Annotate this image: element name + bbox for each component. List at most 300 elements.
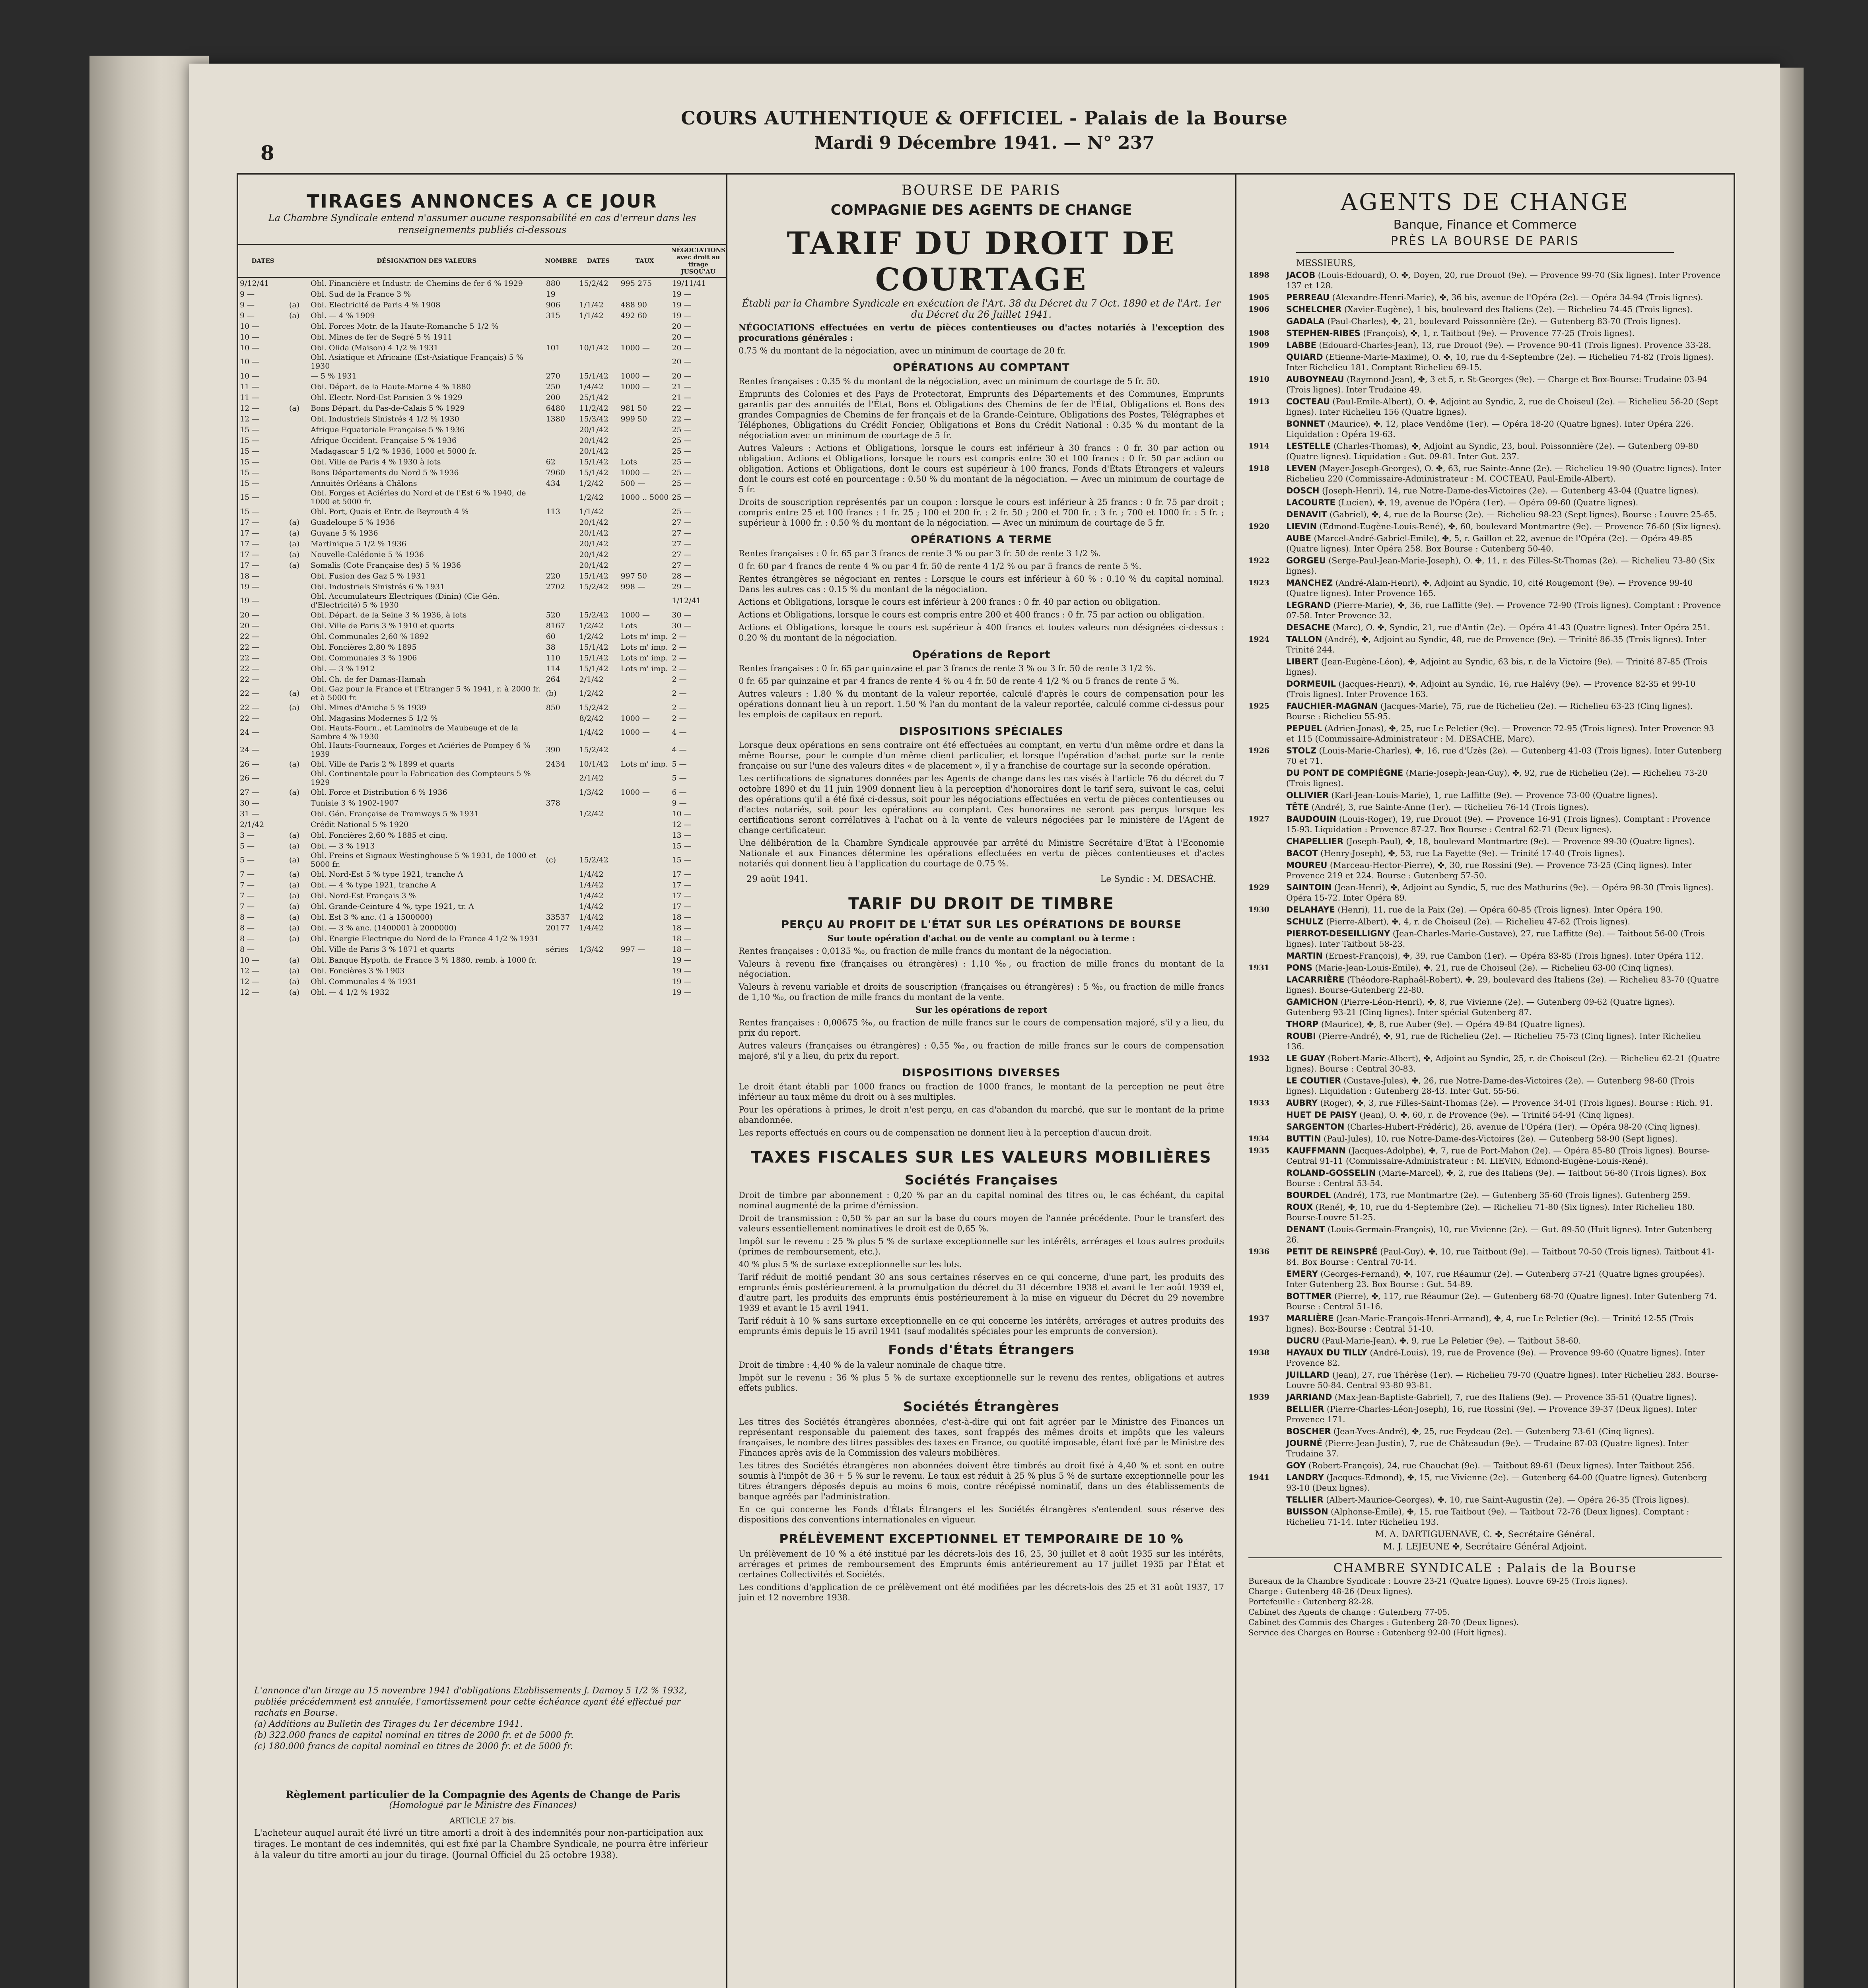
- agent-year: [1248, 848, 1286, 858]
- row-jusqu: 25 —: [672, 436, 692, 445]
- row-taux: 981 50: [620, 404, 647, 413]
- row-jusqu: 25 —: [672, 425, 692, 434]
- reglement-text: L'acheteur auquel aurait été livré un titre amorti a droit à des indemnités pour non-participation aux tirages. Le montant de ces indemnités, qui est fixé par la Chambre Syndicale, ne pourra être inférieur à la valeur du titre amorti au jour du tirage. (Journal Officiel du 25 octobre 1938).: [254, 1828, 709, 1860]
- row-date: 19 —: [240, 596, 260, 605]
- row-date: 17 —: [240, 550, 260, 559]
- row-nombre: [544, 901, 578, 912]
- row-taux: [619, 517, 671, 528]
- row-taux: [619, 560, 671, 571]
- row-date: 11 —: [240, 393, 260, 402]
- row-jusqu: 5 —: [672, 774, 687, 782]
- row-designation: Obl. Magasins Modernes 5 1/2 %: [311, 714, 438, 723]
- fonds-item: Droit de timbre : 4,40 % de la valeur nominale de chaque titre.: [739, 1360, 1006, 1370]
- row-taux: [619, 702, 671, 713]
- table-row: [238, 944, 726, 955]
- note: (c) 180.000 francs de capital nominal en titres de 2000 fr. et de 5000 fr.: [254, 1741, 573, 1751]
- table-row: [238, 642, 726, 652]
- agent-text: [1286, 509, 1717, 520]
- table-row: [238, 446, 726, 456]
- row-taux: [619, 528, 671, 538]
- row-designation: Obl. Communales 3 % 1906: [311, 653, 417, 662]
- agent-year: [1248, 1110, 1286, 1120]
- agent-text: [1286, 463, 1722, 484]
- row-remb-date: [578, 965, 619, 976]
- row-remb-date: [578, 798, 619, 808]
- row-remb-date: 1/4/42: [579, 923, 604, 932]
- agent-year: 1938: [1248, 1348, 1269, 1357]
- row-jusqu: 1/12/41: [672, 596, 701, 605]
- chambre-line: Portefeuille : Gutenberg 82-28.: [1248, 1597, 1374, 1606]
- row-taux: [619, 549, 671, 560]
- row-nombre: [544, 869, 578, 879]
- agent-name: ROLAND-GOSSELIN: [1286, 1168, 1376, 1178]
- table-row: [238, 851, 726, 869]
- row-designation: Obl. Hauts-Fourneaux, Forges et Aciéries de Pompey 6 % 1939: [311, 741, 531, 759]
- agent-name: GADALA: [1286, 316, 1325, 326]
- agent-name: FAUCHIER-MAGNAN: [1286, 701, 1378, 711]
- agent-year: 1910: [1248, 375, 1269, 384]
- agent-name: PETIT DE REINSPRÉ: [1286, 1247, 1378, 1256]
- table-row: [238, 955, 726, 965]
- row-designation: Obl. — 3 % 1912: [311, 664, 375, 673]
- row-nombre: 8167: [546, 621, 565, 630]
- row-designation: Obl. Hauts-Fourn., et Laminoirs de Maubeuge et de la Sambre 4 % 1930: [311, 724, 518, 741]
- agent-year: [1248, 497, 1286, 508]
- agent-entry: [1248, 768, 1722, 788]
- agent-details: (Ernest-François), ✤, 39, rue Cambon (1er). — Opéra 83-85 (Trois lignes). Inter Opéra 112.: [1325, 951, 1704, 961]
- agent-name: CHAPELLIER: [1286, 837, 1344, 846]
- row-note: [288, 446, 309, 456]
- row-taux: [619, 289, 671, 299]
- table-row: [238, 830, 726, 841]
- agent-name: LIEVIN: [1286, 522, 1317, 531]
- row-designation: Obl. Forges et Aciéries du Nord et de l'Est 6 % 1940, de 1000 et 5000 fr.: [311, 489, 526, 506]
- row-taux: Lots: [620, 621, 637, 630]
- row-jusqu: 19 —: [672, 300, 692, 309]
- row-designation: Obl. Accumulateurs Electriques (Dinin) (Cie Gén. d'Electricité) 5 % 1930: [311, 592, 500, 610]
- table-row: [238, 571, 726, 581]
- column-tirages: [238, 175, 727, 1988]
- table-row: [238, 620, 726, 631]
- disp-item: Les certifications de signatures données par les Agents de change dans les cas visés à l'article 76 du décret du 7 octobre 1890 et du 11 juin 1909 donnent lieu à la perception d'honoraires dont le tarif sera, suivant le cas, celui des opérations qu'il a été fixé ci-dessus, soit pour les négociations effectuées en vertu de pièces contentieuses ou d'actes notariés, soit pour les opérations au comptant. Ces honoraires ne seront pas perçus lorsque les certifications seront corrélatives à l'achat ou à la vente de valeurs négociées par le ministère de l'Agent de change certificateur.: [739, 774, 1224, 835]
- agent-entry: [1248, 396, 1722, 417]
- row-taux: 500 —: [620, 479, 645, 488]
- row-date: 26 —: [240, 759, 260, 769]
- row-nombre: 850: [546, 703, 560, 712]
- agent-details: (Jean-Henri), ✤, Adjoint au Syndic, 5, rue des Mathurins (9e). — Opéra 98-30 (Trois lignes). Opéra 15-72. Inter Opéra 89.: [1286, 883, 1714, 903]
- table-row: [238, 381, 726, 392]
- row-note: [288, 278, 309, 289]
- row-designation: — 5 % 1931: [311, 371, 357, 381]
- row-nombre: 520: [546, 610, 560, 619]
- fonds-item: Impôt sur le revenu : 36 % plus 5 % de surtaxe exceptionnelle sur le revenu des rentes, obligations et autres effets publics.: [739, 1373, 1224, 1393]
- row-jusqu: 25 —: [672, 468, 692, 477]
- table-row: [238, 702, 726, 713]
- agent-year: [1248, 951, 1286, 961]
- agent-year: [1248, 928, 1286, 949]
- agent-year: [1248, 1224, 1286, 1245]
- agent-details: (Jacques-Henri), ✤, Adjoint au Syndic, 16, rue Halévy (9e). — Provence 82-35 et 99-10 (Trois lignes). Inter Provence 163.: [1286, 679, 1696, 699]
- table-row: [238, 456, 726, 467]
- negociations-text: 0.75 % du montant de la négociation, avec un minimum de courtage de 20 fr.: [739, 346, 1066, 355]
- agent-text: [1286, 485, 1699, 496]
- agent-entry: [1248, 441, 1722, 462]
- agent-name: DU PONT DE COMPIÈGNE: [1286, 768, 1403, 778]
- row-remb-date: 20/1/42: [579, 518, 608, 527]
- agent-name: BUISSON: [1286, 1507, 1328, 1516]
- courtage-title: TARIF DU DROIT DE COURTAGE: [787, 225, 1176, 298]
- agent-year: 1929: [1248, 883, 1269, 892]
- row-nombre: [544, 353, 578, 371]
- agent-entry: [1248, 1098, 1722, 1108]
- agent-name: GAMICHON: [1286, 997, 1338, 1007]
- row-taux: [619, 674, 671, 685]
- row-remb-date: 2/1/42: [579, 774, 604, 782]
- row-date: 7 —: [240, 870, 255, 879]
- table-row: [238, 922, 726, 933]
- row-remb-date: 10/1/42: [579, 759, 608, 769]
- agent-details: (Théodore-Raphaël-Robert), ✤, 29, boulevard des Italiens (2e). — Richelieu 83-70 (Quatre lignes). Bourse-Gutenberg 22-80.: [1286, 975, 1719, 995]
- agent-year: [1248, 790, 1286, 800]
- row-nombre: [544, 435, 578, 446]
- row-remb-date: 1/2/42: [579, 493, 604, 502]
- row-jusqu: 27 —: [672, 528, 692, 538]
- agent-details: (Pierre-Jean-Justin), 7, rue de Châteaudun (9e). — Trudaine 87-03 (Quatre lignes). Inter Trudaine 37.: [1286, 1439, 1689, 1458]
- row-designation: Obl. Nord-Est 5 % type 1921, tranche A: [311, 870, 463, 879]
- note: (b) 322.000 francs de capital nominal en titres de 2000 fr. et de 5000 fr.: [254, 1730, 574, 1740]
- row-designation: Obl. Mines de fer de Segré 5 % 1911: [311, 332, 453, 342]
- tirages-body: [238, 278, 726, 998]
- row-nombre: [544, 955, 578, 965]
- table-row: [238, 592, 726, 610]
- agent-entry: [1248, 848, 1722, 858]
- agent-entry: [1248, 1145, 1722, 1166]
- agent-year: 1937: [1248, 1314, 1269, 1323]
- agent-name: DELAHAYE: [1286, 905, 1335, 914]
- reglement-section: [254, 1789, 711, 1861]
- row-remb-date: 20/1/42: [579, 561, 608, 570]
- row-nombre: 880: [546, 279, 560, 288]
- row-designation: Obl. Gaz pour la France et l'Etranger 5 % 1941, r. à 2000 fr. et à 5000 fr.: [311, 685, 541, 702]
- row-nombre: 60: [546, 632, 556, 641]
- terme-item: Actions et Obligations, lorsque le cours est inférieur à 200 francs : 0 fr. 40 par action ou obligation.: [739, 597, 1160, 607]
- agent-year: [1248, 419, 1286, 439]
- chambre-title: CHAMBRE SYNDICALE : Palais de la Bourse: [1248, 1557, 1722, 1575]
- row-jusqu: 25 —: [672, 493, 692, 502]
- agent-details: (René), ✤, 10, rue du 4-Septembre (2e). — Richelieu 71-80 (Six lignes). Inter Richelieu 180. Bourse-Louvre 51-25.: [1286, 1202, 1695, 1222]
- row-note: [288, 581, 309, 592]
- reglement-title: Règlement particulier de la Compagnie des Agents de Change de Paris: [285, 1789, 680, 1800]
- row-taux: [619, 538, 671, 549]
- row-note: [288, 769, 309, 787]
- row-jusqu: 25 —: [672, 447, 692, 456]
- row-date: 10 —: [240, 955, 260, 965]
- row-date: 7 —: [240, 880, 255, 889]
- prelevement-item: Un prélèvement de 10 % a été institué par les décrets-lois des 16, 25, 30 juillet et 8 août 1935 sur les intérêts, arrérages et primes de remboursement des Emprunts émis antérieurement au 17 juillet 1935 par l'État et certaines Collectivités et Sociétés.: [739, 1549, 1224, 1579]
- row-date: 27 —: [240, 788, 260, 797]
- row-taux: [619, 879, 671, 890]
- agent-name: LACOURTE: [1286, 498, 1335, 507]
- row-date: 24 —: [240, 728, 260, 737]
- row-date: 2/1/42: [240, 820, 264, 829]
- agent-text: [1286, 316, 1681, 326]
- row-date: 22 —: [240, 689, 260, 698]
- row-jusqu: 2 —: [672, 714, 687, 723]
- row-jusqu: 19 —: [672, 955, 692, 965]
- table-row: [238, 631, 726, 642]
- row-nombre: 101: [546, 343, 560, 352]
- row-designation: Obl. Grande-Ceinture 4 %, type 1921, tr. A: [311, 902, 474, 911]
- row-remb-date: 1/3/42: [579, 945, 604, 954]
- agent-text: [1286, 814, 1722, 835]
- row-date: 8 —: [240, 934, 255, 943]
- agent-text: [1286, 1438, 1722, 1459]
- agent-text: [1286, 634, 1722, 655]
- row-note: (a): [289, 550, 300, 559]
- row-jusqu: 19/11/41: [672, 279, 706, 288]
- agent-entry: [1248, 1313, 1722, 1334]
- row-note: [288, 506, 309, 517]
- agent-name: PONS: [1286, 963, 1312, 973]
- agent-details: (Pierre), ✤, 117, rue Réaumur (2e). — Gutenberg 68-70 (Quatre lignes). Inter Gutenberg 74. Bourse : Central 51-16.: [1286, 1291, 1717, 1311]
- agent-details: (Albert-Maurice-Georges), ✤, 10, rue Saint-Augustin (2e). — Opéra 26-35 (Trois lignes).: [1326, 1495, 1689, 1505]
- row-nombre: 315: [546, 311, 560, 320]
- row-date: 26 —: [240, 774, 260, 782]
- row-date: 15 —: [240, 457, 260, 466]
- tirages-table: [238, 244, 726, 998]
- row-remb-date: 15/1/42: [579, 468, 608, 477]
- agent-details: (Gustave-Jules), ✤, 26, rue Notre-Dame-des-Victoires (2e). — Gutenberg 98-60 (Trois lignes). Liquidation : Gutenberg 28-43. Inter Gut. 55-56.: [1286, 1076, 1695, 1096]
- row-designation: Obl. Communales 2,60 % 1892: [311, 632, 429, 641]
- agent-text: [1286, 396, 1722, 417]
- row-remb-date: 20/1/42: [579, 528, 608, 538]
- table-row: [238, 310, 726, 321]
- etr-item: Les titres des Sociétés étrangères abonnées, c'est-à-dire qui ont fait agréer par le Ministre des Finances un représentant responsable du paiement des taxes, sont frappés des mêmes droits et impôts que les valeurs françaises, le nombre des titres passibles des taxes en France, ou quotité imposable, étant fixé par le Ministre des Finances après avis de la Commission des valeurs mobilières.: [739, 1417, 1224, 1458]
- prelevement-item: Les conditions d'application de ce prélèvement ont été modifiées par les décrets-lois des 25 et 31 août 1937, 17 juin et 12 novembre 1938.: [739, 1582, 1224, 1602]
- row-jusqu: 17 —: [672, 902, 692, 911]
- table-row: [238, 392, 726, 403]
- agent-text: [1286, 1291, 1722, 1312]
- row-jusqu: 22 —: [672, 414, 692, 423]
- agent-text: [1286, 1076, 1722, 1096]
- note: L'annonce d'un tirage au 15 novembre 1941 d'obligations Etablissements J. Damoy 5 1/2 % 1932, publiée précédemment est annulée, l'amortissement pour cette échéance ayant été effectué par rachats en Bourse.: [254, 1686, 687, 1718]
- row-taux: [619, 435, 671, 446]
- agent-text: [1286, 951, 1703, 961]
- row-taux: [619, 808, 671, 819]
- row-taux: 1000 .. 5000: [620, 493, 669, 502]
- agent-entry: [1248, 340, 1722, 350]
- agent-entry: [1248, 1269, 1722, 1289]
- agent-name: BELLIER: [1286, 1404, 1324, 1414]
- agent-details: (Alphonse-Émile), ✤, 15, rue Taitbout (9e). — Taitbout 72-76 (Deux lignes). Comptant : Richelieu 71-14. Inter Richelieu 193.: [1286, 1507, 1689, 1527]
- row-taux: [619, 965, 671, 976]
- agent-text: [1286, 340, 1711, 350]
- agent-details: (Louis-Germain-François), 10, rue Vivienne (2e). — Gut. 89-50 (Huit lignes). Inter Gutenberg 26.: [1286, 1225, 1712, 1244]
- reglement-article: ARTICLE 27 bis.: [449, 1816, 516, 1825]
- row-taux: [619, 851, 671, 869]
- agent-text: [1286, 790, 1658, 800]
- agent-text: [1286, 1190, 1690, 1200]
- row-jusqu: 18 —: [672, 923, 692, 932]
- agent-entry: [1248, 1370, 1722, 1390]
- row-designation: Obl. Est 3 % anc. (1 à 1500000): [311, 912, 433, 922]
- agent-entry: [1248, 916, 1722, 927]
- row-nombre: [544, 890, 578, 901]
- row-taux: [619, 321, 671, 332]
- agent-text: [1286, 1053, 1722, 1074]
- agent-entry: [1248, 485, 1722, 496]
- agent-details: (Pierre-Marie), ✤, 36, rue Laffitte (9e). — Provence 72-90 (Trois lignes). Comptant : Provence 07-58. Inter Provence 32.: [1286, 600, 1721, 620]
- row-date: 10 —: [240, 343, 260, 352]
- agent-year: [1248, 997, 1286, 1017]
- comptant-list: [739, 376, 1224, 528]
- agent-year: 1923: [1248, 579, 1269, 587]
- tirages-title: TIRAGES ANNONCES A CE JOUR: [307, 190, 658, 212]
- row-taux: 999 50: [620, 414, 647, 423]
- agent-details: (Jacques-Marie), 75, rue de Richelieu (2e). — Richelieu 63-23 (Cinq lignes). Bourse : Richelieu 55-95.: [1286, 701, 1693, 721]
- agent-year: [1248, 509, 1286, 520]
- agent-details: (Marie-Joseph-Jean-Guy), ✤, 92, rue de Richelieu (2e). — Richelieu 73-20 (Trois lignes).: [1286, 768, 1708, 788]
- agent-details: (Jean-Eugène-Léon), ✤, Adjoint au Syndic, 63 bis, r. de la Victoire (9e). — Trinité 87-85 (Trois lignes).: [1286, 657, 1707, 677]
- agent-entry: [1248, 463, 1722, 484]
- agent-entry: [1248, 882, 1722, 903]
- row-designation: Obl. Communales 4 % 1931: [311, 977, 417, 986]
- agent-text: [1286, 997, 1722, 1017]
- agent-text: [1286, 328, 1635, 338]
- agent-text: [1286, 1098, 1713, 1108]
- row-nombre: [544, 830, 578, 841]
- row-taux: [619, 912, 671, 922]
- agent-name: SARGENTON: [1286, 1122, 1345, 1132]
- row-remb-date: [578, 819, 619, 830]
- row-remb-date: 15/1/42: [579, 653, 608, 662]
- agent-entry: [1248, 1392, 1722, 1402]
- agent-entry: [1248, 1438, 1722, 1459]
- agent-text: [1286, 1145, 1722, 1166]
- row-date: 20 —: [240, 621, 260, 630]
- agent-entry: [1248, 1472, 1722, 1493]
- row-date: 9 —: [240, 311, 255, 320]
- agent-name: PEPUEL: [1286, 724, 1322, 733]
- agent-year: 1909: [1248, 341, 1269, 349]
- row-taux: [619, 769, 671, 787]
- agent-text: [1286, 1246, 1722, 1267]
- agent-entry: [1248, 790, 1722, 800]
- row-remb-date: 1/1/42: [579, 300, 604, 309]
- agent-entry: [1248, 533, 1722, 554]
- row-nombre: [544, 538, 578, 549]
- fonds-head: Fonds d'États Étrangers: [888, 1342, 1075, 1357]
- agent-entry: [1248, 1404, 1722, 1425]
- row-jusqu: 15 —: [672, 856, 692, 864]
- row-remb-date: 15/2/42: [579, 610, 608, 619]
- agent-name: QUIARD: [1286, 352, 1323, 362]
- row-jusqu: 12 —: [672, 820, 692, 829]
- row-note: [288, 489, 309, 506]
- agent-details: (Pierre-André), ✤, 91, rue de Richelieu (2e). — Richelieu 75-73 (Cinq lignes). Inter Richelieu 136.: [1286, 1031, 1701, 1051]
- agent-details: (Charles-Hubert-Frédéric), 26, avenue de l'Opéra (1er). — Opéra 98-20 (Cinq lignes).: [1347, 1122, 1701, 1132]
- timbre-report-item: Autres valeurs (françaises ou étrangères) : 0,55 ‰, ou fraction de mille francs sur le cours de compensation majoré, s'il y a lieu, du prix du report.: [739, 1041, 1224, 1061]
- row-taux: [619, 506, 671, 517]
- agent-details: (Paul-Charles), ✤, 21, boulevard Poissonnière (2e). — Gutenberg 83-70 (Trois lignes).: [1327, 316, 1681, 326]
- negociations-head: NÉGOCIATIONS effectuées en vertu de pièces contentieuses ou d'actes notariés à l'exception des procurations générales :: [739, 322, 1224, 343]
- row-remb-date: 1/2/42: [579, 632, 604, 641]
- row-nombre: [544, 976, 578, 987]
- table-row: [238, 332, 726, 342]
- agent-details: (Karl-Jean-Louis-Marie), 1, rue Laffitte (9e). — Provence 73-00 (Quatre lignes).: [1331, 790, 1658, 800]
- row-note: [288, 741, 309, 759]
- row-nombre: [544, 592, 578, 610]
- row-note: [288, 289, 309, 299]
- agent-entry: [1248, 860, 1722, 881]
- agent-details: (Raymond-Jean), ✤, 3 et 5, r. St-Georges (9e). — Charge et Box-Bourse: Trudaine 03-94 (Trois lignes). Inter Trudaine 49.: [1286, 375, 1708, 394]
- agent-details: (Jacques-Edmond), ✤, 15, rue Vivienne (2e). — Gutenberg 64-00 (Quatre lignes). Gutenberg 93-10 (Deux lignes).: [1286, 1473, 1707, 1493]
- row-taux: [619, 798, 671, 808]
- agent-details: (Louis-Edouard), O. ✤, Doyen, 20, rue Drouot (9e). — Provence 99-70 (Six lignes). Inter Provence 137 et 128.: [1286, 270, 1721, 290]
- agent-entry: [1248, 701, 1722, 722]
- row-date: 7 —: [240, 891, 255, 900]
- agent-text: [1286, 1370, 1722, 1390]
- row-remb-date: [578, 933, 619, 944]
- row-note: (a): [289, 856, 300, 864]
- row-jusqu: 18 —: [672, 945, 692, 954]
- agent-text: [1286, 352, 1722, 373]
- agent-details: (Paul-Guy), ✤, 10, rue Taitbout (9e). — Taitbout 70-50 (Trois lignes). Taitbout 41-84. Box Bourse : Central 70-14.: [1286, 1247, 1714, 1267]
- agent-details: (Henry-Joseph), ✤, 53, rue La Fayette (9e). — Trinité 17-40 (Trois lignes).: [1320, 848, 1625, 858]
- row-taux: Lots m' imp.: [620, 643, 668, 652]
- agent-entry: [1248, 270, 1722, 291]
- agent-text: [1286, 963, 1674, 973]
- agent-text: [1286, 836, 1695, 846]
- compagnie-title: COMPAGNIE DES AGENTS DE CHANGE: [830, 202, 1132, 218]
- taxes-fr-item: Droit de transmission : 0,50 % par an sur la base du cours moyen de l'année précédente. Pour le transfert des valeurs essentiellement nominatives le droit est de 0,65 %.: [739, 1213, 1224, 1233]
- row-taux: [619, 424, 671, 435]
- agent-text: [1286, 802, 1589, 812]
- agent-details: (Robert-Marie-Albert), ✤, Adjoint au Syndic, 25, r. de Choiseul (2e). — Richelieu 62-21 (Quatre lignes). Bourse : Central 30-83.: [1286, 1054, 1720, 1074]
- row-nombre: 20177: [546, 923, 570, 932]
- row-jusqu: 19 —: [672, 311, 692, 320]
- row-date: 30 —: [240, 798, 260, 808]
- row-taux: 1000 —: [620, 610, 650, 619]
- row-taux: [619, 741, 671, 759]
- comptant-item: Rentes françaises : 0.35 % du montant de la négociation, avec un minimum de courtage de 5 fr. 50.: [739, 377, 1160, 386]
- row-remb-date: 1/4/42: [579, 891, 604, 900]
- row-nombre: (b): [546, 689, 557, 698]
- agent-text: [1286, 533, 1722, 554]
- row-note: (a): [289, 977, 300, 986]
- row-designation: Obl. Electricité de Paris 4 % 1908: [311, 300, 441, 309]
- row-remb-date: 1/4/42: [579, 912, 604, 922]
- row-remb-date: 15/1/42: [579, 664, 608, 673]
- row-nombre: 19: [546, 289, 556, 299]
- agent-details: (Serge-Paul-Jean-Marie-Joseph), O. ✤, 11, r. des Filles-St-Thomas (2e). — Richelieu 73-80 (Six lignes).: [1286, 556, 1715, 576]
- agent-name: BOURDEL: [1286, 1190, 1331, 1200]
- row-taux: 998 —: [620, 582, 645, 591]
- agent-details: (Max-Jean-Baptiste-Gabriel), 7, rue des Italiens (9e). — Provence 35-51 (Quatre lignes).: [1335, 1392, 1697, 1402]
- row-nombre: 62: [546, 457, 556, 466]
- table-row: [238, 489, 726, 506]
- row-note: (a): [289, 518, 300, 527]
- row-note: (a): [289, 539, 300, 548]
- table-row: [238, 652, 726, 663]
- row-nombre: [544, 332, 578, 342]
- agent-entry: [1248, 521, 1722, 532]
- row-note: [288, 342, 309, 353]
- agent-entry: [1248, 656, 1722, 677]
- agent-year: 1932: [1248, 1054, 1269, 1063]
- row-designation: Guadeloupe 5 % 1936: [311, 518, 395, 527]
- agent-year: [1248, 1019, 1286, 1029]
